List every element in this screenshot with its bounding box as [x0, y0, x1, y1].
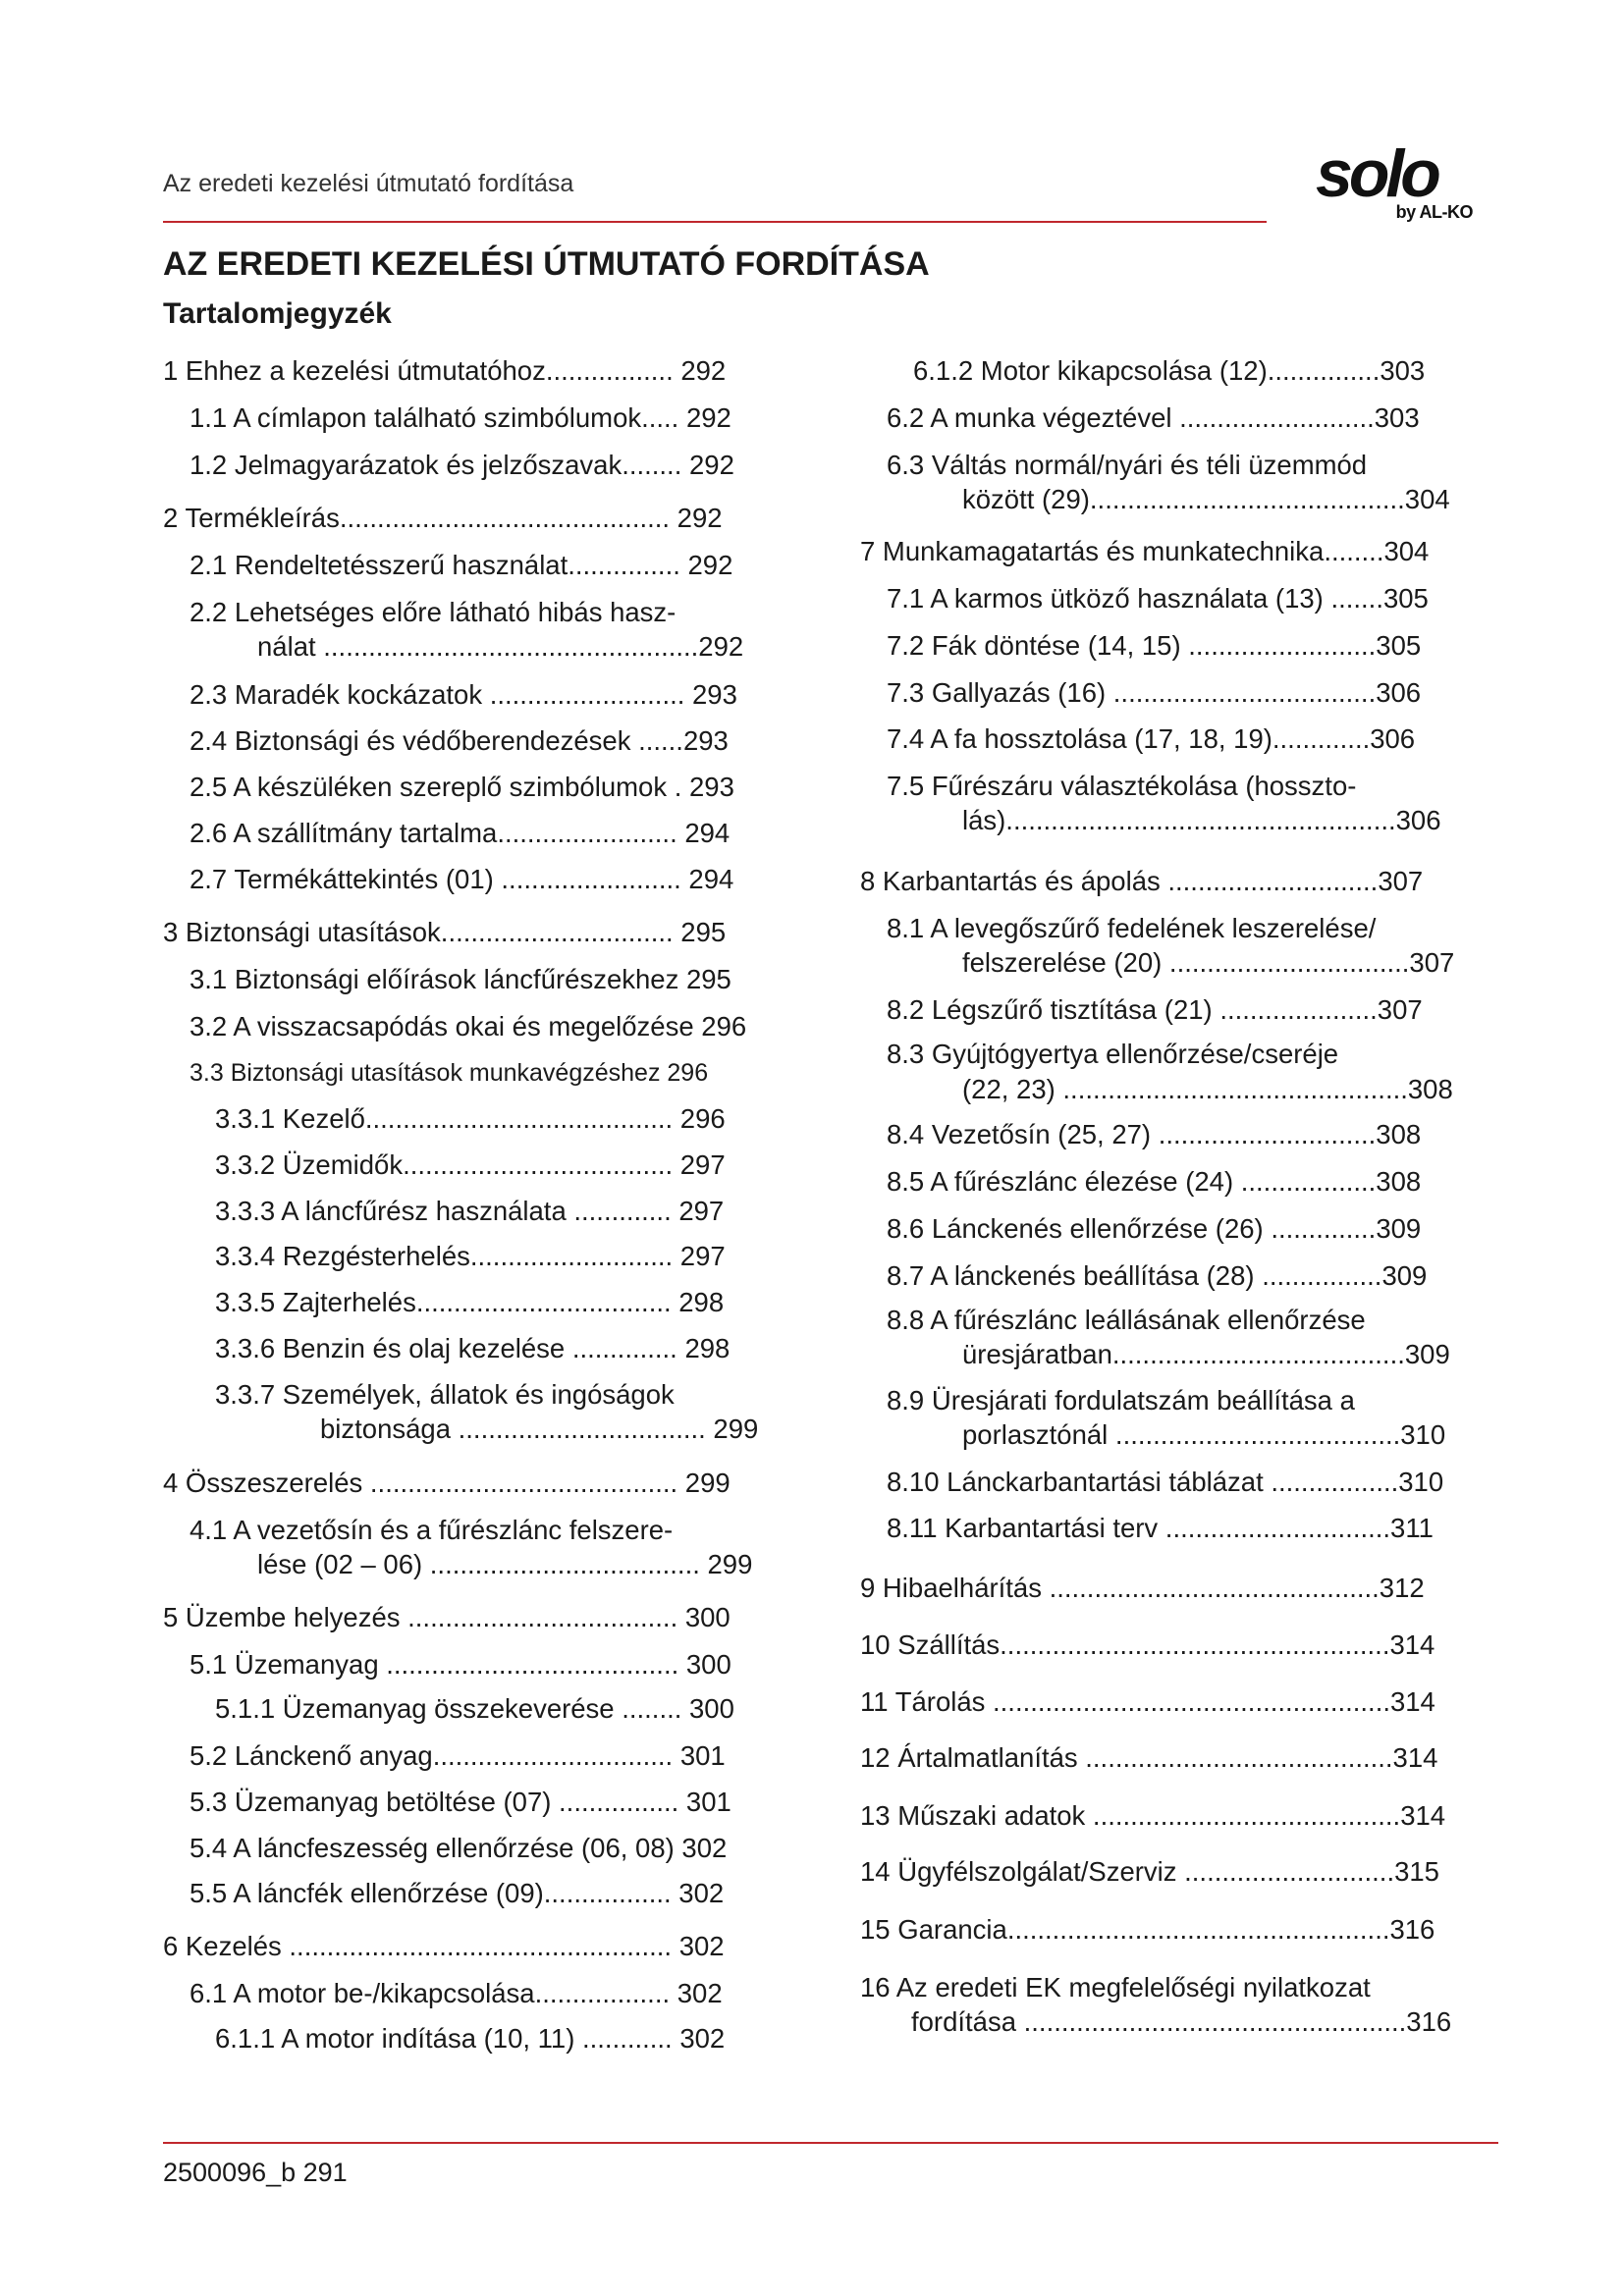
toc-entry-8-7[interactable]: 8.7 A lánckenés beállítása (28) ................309	[887, 1260, 1428, 1291]
toc-entry-1[interactable]: 1 Ehhez a kezelési útmutatóhoz................. 292	[163, 355, 727, 386]
toc-entry-3-3[interactable]: 3.3 Biztonsági utasítások munkavégzéshez 296	[189, 1059, 709, 1087]
toc-entry-8-2[interactable]: 8.2 Légszűrő tisztítása (21) .....................307	[887, 994, 1423, 1025]
toc-entry-5-4[interactable]: 5.4 A láncfeszesség ellenőrzése (06, 08) 302	[189, 1833, 728, 1863]
toc-entry-3-3-5[interactable]: 3.3.5 Zajterhelés.................................. 298	[215, 1287, 725, 1317]
toc-entry-3[interactable]: 3 Biztonsági utasítások............................... 295	[163, 917, 727, 947]
toc-entry-4-1[interactable]: 4.1 A vezetősín és a fűrészlánc felszere-	[189, 1515, 674, 1545]
toc-entry-16-cont[interactable]: fordítása ...................................................316	[911, 2006, 1452, 2037]
toc-entry-6-2[interactable]: 6.2 A munka végeztével ..........................303	[887, 402, 1420, 433]
toc-entry-2-2[interactable]: 2.2 Lehetséges előre látható hibás hasz-	[189, 597, 677, 627]
toc-entry-6-1-1[interactable]: 6.1.1 A motor indítása (10, 11) ............ 302	[215, 2023, 726, 2054]
toc-entry-8-8-cont[interactable]: üresjáratban.......................................309	[962, 1339, 1450, 1369]
running-title: Az eredeti kezelési útmutató fordítása	[163, 170, 574, 197]
toc-entry-7-3[interactable]: 7.3 Gallyazás (16) ...................................306	[887, 677, 1422, 708]
toc-entry-6-3-cont[interactable]: között (29)..........................................304	[962, 484, 1450, 514]
footer-divider	[163, 2142, 1498, 2144]
toc-entry-8-3-cont[interactable]: (22, 23) ..............................................308	[962, 1074, 1453, 1104]
toc-entry-10[interactable]: 10 Szállítás....................................................314	[860, 1629, 1435, 1660]
toc-entry-8[interactable]: 8 Karbantartás és ápolás ............................307	[860, 866, 1424, 896]
toc-entry-3-3-3[interactable]: 3.3.3 A láncfűrész használata ............. 297	[215, 1196, 725, 1226]
toc-entry-3-3-4[interactable]: 3.3.4 Rezgésterhelés........................... 297	[215, 1241, 726, 1271]
toc-entry-14[interactable]: 14 Ügyfélszolgálat/Szerviz ............................315	[860, 1856, 1439, 1887]
toc-entry-15[interactable]: 15 Garancia...................................................316	[860, 1914, 1435, 1945]
toc-entry-11[interactable]: 11 Tárolás .....................................................314	[860, 1686, 1435, 1717]
toc-entry-3-3-1[interactable]: 3.3.1 Kezelő......................................... 296	[215, 1103, 726, 1134]
toc-entry-2-7[interactable]: 2.7 Termékáttekintés (01) ........................ 294	[189, 864, 734, 894]
toc-entry-8-3[interactable]: 8.3 Gyújtógyertya ellenőrzése/cseréje	[887, 1039, 1339, 1069]
toc-entry-1-2[interactable]: 1.2 Jelmagyarázatok és jelzőszavak........ 292	[189, 450, 734, 480]
toc-entry-8-1[interactable]: 8.1 A levegőszűrő fedelének leszerelése/	[887, 913, 1377, 943]
toc-entry-2-1[interactable]: 2.1 Rendeltetésszerű használat............... 292	[189, 550, 733, 580]
toc-heading: Tartalomjegyzék	[163, 297, 392, 330]
toc-entry-6[interactable]: 6 Kezelés ................................................... 302	[163, 1931, 725, 1961]
toc-entry-3-3-7[interactable]: 3.3.7 Személyek, állatok és ingóságok	[215, 1379, 675, 1410]
toc-entry-5-1[interactable]: 5.1 Üzemanyag ....................................... 300	[189, 1649, 731, 1680]
page-title: AZ EREDETI KEZELÉSI ÚTMUTATÓ FORDÍTÁSA	[163, 245, 930, 283]
toc-entry-2-6[interactable]: 2.6 A szállítmány tartalma........................ 294	[189, 818, 731, 848]
toc-entry-3-2[interactable]: 3.2 A visszacsapódás okai és megelőzése 296	[189, 1011, 747, 1041]
toc-entry-7-1[interactable]: 7.1 A karmos ütköző használata (13) .......305	[887, 583, 1429, 614]
toc-entry-5-3[interactable]: 5.3 Üzemanyag betöltése (07) ................ 301	[189, 1787, 731, 1817]
toc-entry-7-4[interactable]: 7.4 A fa hossztolása (17, 18, 19).............306	[887, 723, 1416, 754]
toc-entry-2[interactable]: 2 Termékleírás............................................ 292	[163, 503, 723, 533]
toc-entry-3-3-2[interactable]: 3.3.2 Üzemidők.................................... 297	[215, 1149, 726, 1180]
toc-entry-7-5-cont[interactable]: lás)....................................................306	[962, 805, 1441, 835]
toc-entry-6-1[interactable]: 6.1 A motor be-/kikapcsolása.................. 302	[189, 1978, 723, 2008]
toc-entry-6-3[interactable]: 6.3 Váltás normál/nyári és téli üzemmód	[887, 450, 1368, 480]
toc-entry-8-8[interactable]: 8.8 A fűrészlánc leállásának ellenőrzése	[887, 1305, 1366, 1335]
toc-entry-3-1[interactable]: 3.1 Biztonsági előírások láncfűrészekhez 295	[189, 964, 731, 994]
toc-entry-6-1-2[interactable]: 6.1.2 Motor kikapcsolása (12)...............303	[913, 355, 1426, 386]
toc-entry-8-10[interactable]: 8.10 Lánckarbantartási táblázat .................310	[887, 1467, 1444, 1497]
toc-entry-5-1-1[interactable]: 5.1.1 Üzemanyag összekeverése ........ 300	[215, 1693, 734, 1724]
toc-entry-5-5[interactable]: 5.5 A láncfék ellenőrzése (09)................. 302	[189, 1878, 725, 1908]
toc-entry-8-5[interactable]: 8.5 A fűrészlánc élezése (24) ..................308	[887, 1166, 1422, 1197]
toc-entry-2-3[interactable]: 2.3 Maradék kockázatok .......................... 293	[189, 679, 737, 710]
footer-doc-code: 2500096_b 291	[163, 2158, 348, 2187]
toc-entry-16[interactable]: 16 Az eredeti EK megfelelőségi nyilatkozat	[860, 1972, 1371, 2002]
header-divider	[163, 221, 1267, 223]
toc-entry-7[interactable]: 7 Munkamagatartás és munkatechnika........304	[860, 536, 1430, 566]
toc-entry-8-11[interactable]: 8.11 Karbantartási terv ..............................311	[887, 1513, 1434, 1543]
toc-entry-8-4[interactable]: 8.4 Vezetősín (25, 27) .............................308	[887, 1119, 1422, 1149]
toc-entry-8-6[interactable]: 8.6 Lánckenés ellenőrzése (26) ..............309	[887, 1213, 1422, 1244]
toc-entry-2-5[interactable]: 2.5 A készüléken szereplő szimbólumok . 293	[189, 772, 734, 802]
solo-logo	[1316, 136, 1473, 226]
toc-entry-7-2[interactable]: 7.2 Fák döntése (14, 15) .........................305	[887, 630, 1422, 661]
toc-entry-4-1-cont[interactable]: lése (02 – 06) .................................... 299	[257, 1549, 753, 1579]
toc-entry-3-3-7-cont[interactable]: biztonsága ................................. 299	[320, 1414, 759, 1444]
toc-entry-8-9-cont[interactable]: porlasztónál ......................................310	[962, 1419, 1446, 1450]
toc-entry-5[interactable]: 5 Üzembe helyezés .................................... 300	[163, 1602, 731, 1632]
toc-entry-1-1[interactable]: 1.1 A címlapon található szimbólumok..... 292	[189, 402, 731, 433]
logo-subtitle: by AL-KO	[1395, 202, 1473, 222]
toc-entry-4[interactable]: 4 Összeszerelés ......................................... 299	[163, 1468, 731, 1498]
toc-entry-9[interactable]: 9 Hibaelhárítás ............................................312	[860, 1573, 1425, 1603]
logo-wordmark: solo	[1316, 136, 1437, 211]
toc-entry-8-9[interactable]: 8.9 Üresjárati fordulatszám beállítása a	[887, 1385, 1355, 1415]
toc-entry-12[interactable]: 12 Ártalmatlanítás .........................................314	[860, 1742, 1438, 1773]
toc-entry-7-5[interactable]: 7.5 Fűrészáru választékolása (hosszto-	[887, 771, 1357, 801]
toc-entry-3-3-6[interactable]: 3.3.6 Benzin és olaj kezelése .............. 298	[215, 1333, 731, 1363]
toc-entry-2-4[interactable]: 2.4 Biztonsági és védőberendezések ......293	[189, 725, 729, 756]
toc-entry-2-2-cont[interactable]: nálat ..................................................292	[257, 631, 744, 662]
toc-entry-5-2[interactable]: 5.2 Lánckenő anyag................................ 301	[189, 1740, 726, 1771]
toc-entry-8-1-cont[interactable]: felszerelése (20) ................................307	[962, 947, 1455, 978]
toc-entry-13[interactable]: 13 Műszaki adatok .........................................314	[860, 1800, 1446, 1831]
